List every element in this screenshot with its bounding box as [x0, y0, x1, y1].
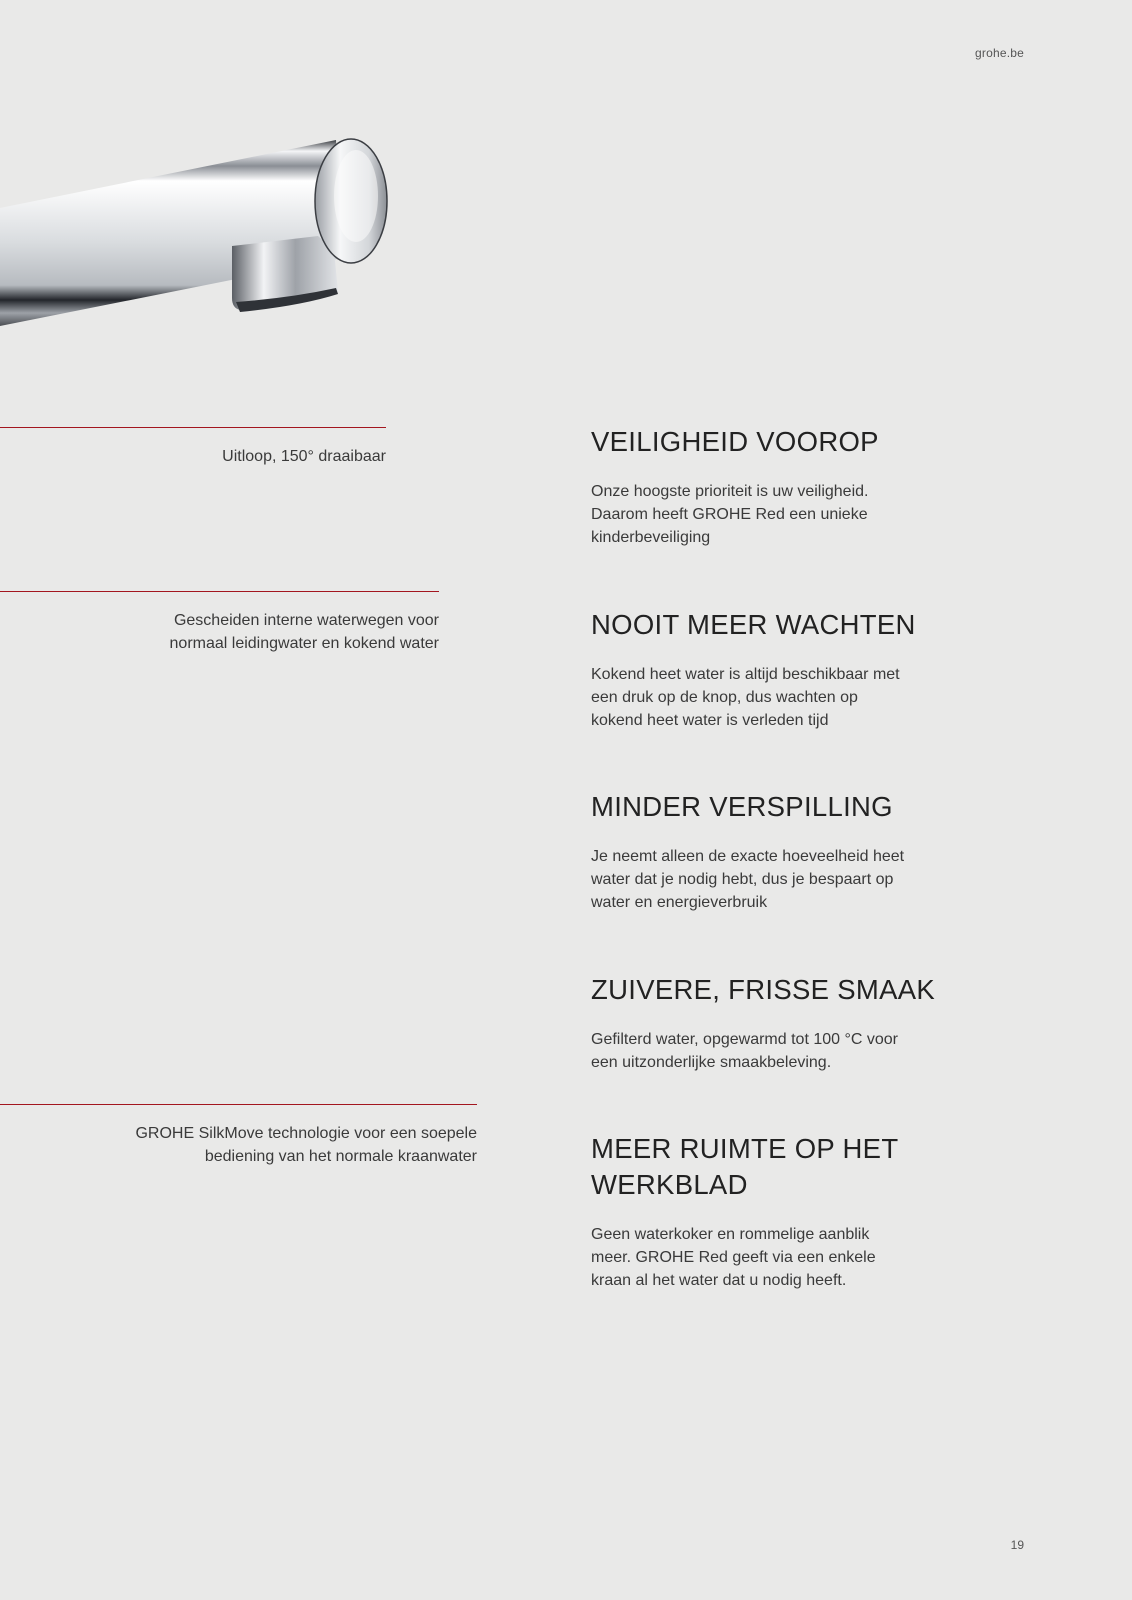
- callout-text: [0, 609, 439, 655]
- page-number: 19: [1010, 1538, 1024, 1552]
- feature-title-line: MEER RUIMTE OP HET: [591, 1133, 899, 1164]
- feature-body: Onze hoogste prioriteit is uw veiligheid. Daarom heeft GROHE Red een unieke kinderbeveiliging: [591, 483, 869, 546]
- faucet-spout-image: [0, 130, 400, 340]
- callout-rule: [0, 591, 439, 592]
- site-url: grohe.be: [975, 46, 1024, 60]
- feature-title: NOOIT MEER WACHTEN: [591, 609, 916, 640]
- callout-text-line: Gescheiden interne waterwegen voor: [173, 612, 439, 629]
- callout-text: Uitloop, 150° draaibaar: [222, 448, 386, 465]
- feature-pure-taste: [591, 972, 1011, 1074]
- callout-text-line: normaal leidingwater en kokend water: [169, 635, 439, 652]
- feature-title: [591, 1131, 1011, 1203]
- feature-body: Gefilterd water, opgewarmd tot 100 °C voor een uitzonderlijke smaakbeleving.: [591, 1031, 898, 1071]
- callout-text: [0, 1122, 477, 1168]
- feature-safety: [591, 424, 1011, 549]
- feature-title-line: WERKBLAD: [591, 1169, 748, 1200]
- callout-rule: [0, 1104, 477, 1105]
- feature-no-waiting: [591, 607, 1011, 732]
- feature-less-waste: [591, 789, 1011, 914]
- feature-title: ZUIVERE, FRISSE SMAAK: [591, 974, 936, 1005]
- callout-rule: [0, 427, 386, 428]
- callout-swivel-spout: [0, 427, 386, 468]
- callout-text-line: GROHE SilkMove technologie voor een soepele: [135, 1125, 477, 1142]
- feature-more-space: [591, 1131, 1011, 1292]
- feature-body: Je neemt alleen de exacte hoeveelheid heet water dat je nodig hebt, dus je bespaart op water en energieverbruik: [591, 848, 905, 911]
- feature-body: Kokend heet water is altijd beschikbaar met een druk op de knop, dus wachten op kokend heet water is verleden tijd: [591, 666, 900, 729]
- callout-silkmove: [0, 1104, 477, 1168]
- callout-separate-waterways: [0, 591, 439, 655]
- feature-title: MINDER VERSPILLING: [591, 791, 893, 822]
- callout-text-line: bediening van het normale kraanwater: [204, 1148, 477, 1165]
- feature-body: Geen waterkoker en rommelige aanblik meer. GROHE Red geeft via een enkele kraan al het water dat u nodig heeft.: [591, 1226, 876, 1289]
- feature-title: VEILIGHEID VOOROP: [591, 426, 879, 457]
